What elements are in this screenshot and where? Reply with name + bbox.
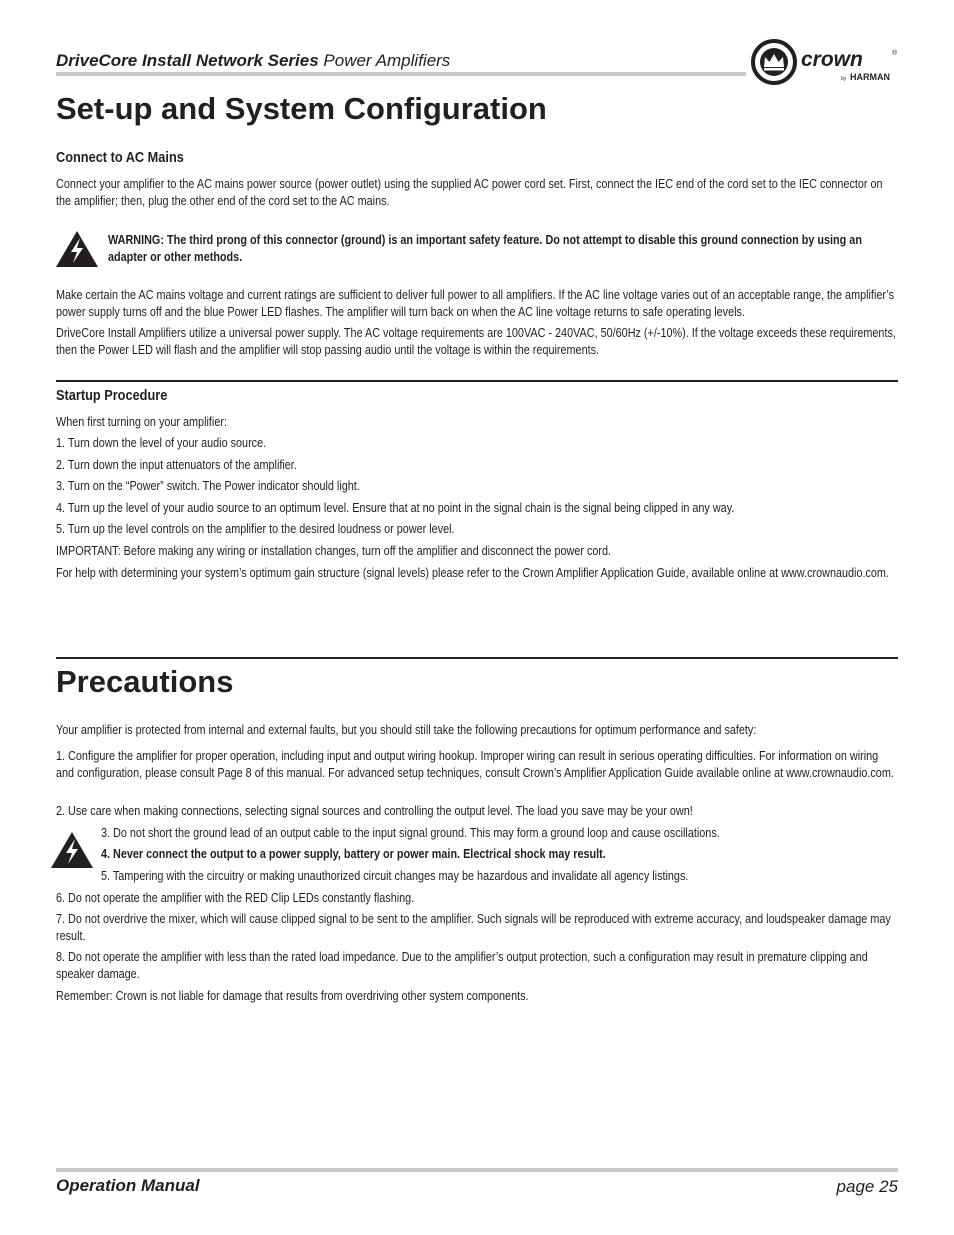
- brand-wordmark: crown: [801, 48, 863, 71]
- setup-title: Set-up and System Configuration: [56, 91, 547, 126]
- precautions-rule: [56, 657, 898, 659]
- brand-harman: HARMAN: [850, 72, 890, 82]
- precaution-item: 5. Tampering with the circuitry or making unauthorized circuit changes may be hazardous and invalidate all agency listings.: [101, 869, 689, 883]
- startup-step: 2. Turn down the input attenuators of the amplifier.: [56, 458, 297, 472]
- footer-rule: [56, 1168, 898, 1172]
- warning-shock-icon: [54, 229, 100, 269]
- liability-note: Remember: Crown is not liable for damage that results from overdriving other system components.: [56, 989, 529, 1003]
- ac-mains-paragraph: Connect your amplifier to the AC mains power source (power outlet) using the supplied AC power cord set. First, connect the IEC end of the cord set to the IEC connector on the amplifier; then, plug the other end of the cord set to the AC mains.: [56, 177, 883, 208]
- section-rule: [56, 380, 898, 382]
- precaution-item-shock: 4. Never connect the output to a power supply, battery or power main. Electrical shock may result.: [101, 847, 606, 861]
- precaution-item: 8. Do not operate the amplifier with less than the rated load impedance. Due to the amplifier’s output protection, such a configuration may result in premature clipping and speaker damage.: [56, 950, 868, 981]
- document-series-title: [56, 51, 450, 71]
- ac-mains-heading: Connect to AC Mains: [56, 150, 184, 166]
- warning-shock-icon: [49, 830, 95, 870]
- ground-warning-text: WARNING: The third prong of this connector (ground) is an important safety feature. Do not attempt to disable this ground connection by using an adapter or other methods.: [108, 233, 862, 264]
- header-rule: [56, 72, 746, 76]
- universal-supply-paragraph: DriveCore Install Amplifiers utilize a universal power supply. The AC voltage requirements are 100VAC - 240VAC, 50/60Hz (+/-10%). If the voltage exceeds these requirements, then the Power LED will flash and the amplifier will stop passing audio until the voltage is within the requirements.: [56, 326, 896, 357]
- startup-step: 3. Turn on the “Power” switch. The Power indicator should light.: [56, 479, 360, 493]
- precaution-item: 3. Do not short the ground lead of an output cable to the input signal ground. This may form a ground loop and cause oscillations.: [101, 826, 720, 840]
- gain-structure-help: For help with determining your system’s optimum gain structure (signal levels) please refer to the Crown Amplifier Application Guide, available online at www.crownaudio.com.: [56, 566, 889, 580]
- startup-heading: Startup Procedure: [56, 388, 168, 404]
- brand-by: by: [841, 76, 847, 82]
- precaution-item: 1. Configure the amplifier for proper operation, including input and output wiring hookup. Improper wiring can result in serious operating difficulties. For information on wiring and configuration, please consult Page 8 of this manual. For advanced setup techniques, consult Crown’s Amplifier Application Guide available online at www.crownaudio.com.: [56, 749, 894, 780]
- precaution-item: 2. Use care when making connections, selecting signal sources and controlling the output level. The load you save may be your own!: [56, 804, 693, 818]
- series-subtitle: Power Amplifiers: [323, 51, 451, 70]
- series-name: DriveCore Install Network Series: [56, 51, 319, 70]
- startup-intro: When first turning on your amplifier:: [56, 415, 227, 429]
- crown-harman-logo: [750, 38, 900, 86]
- startup-step: 4. Turn up the level of your audio source to an optimum level. Ensure that at no point in the signal chain is the signal being clipped in any way.: [56, 501, 735, 515]
- precaution-item: 7. Do not overdrive the mixer, which will cause clipped signal to be sent to the amplifier. Such signals will be reproduced with extreme accuracy, and loudspeaker damage may result.: [56, 912, 891, 943]
- startup-step: 5. Turn up the level controls on the amplifier to the desired loudness or power level.: [56, 522, 455, 536]
- precautions-intro: Your amplifier is protected from internal and external faults, but you should still take the following precautions for optimum performance and safety:: [56, 723, 757, 737]
- ac-voltage-paragraph: Make certain the AC mains voltage and current ratings are sufficient to deliver full power to all amplifiers. If the AC line voltage varies out of an acceptable range, the amplifier’s power supply turns off and the blue Power LED flashes. The amplifier will turn back on when the AC line voltage returns to safe operating levels.: [56, 288, 895, 319]
- footer-manual-title: Operation Manual: [56, 1176, 200, 1195]
- startup-step: 1. Turn down the level of your audio source.: [56, 436, 267, 450]
- important-note: IMPORTANT: Before making any wiring or installation changes, turn off the amplifier and disconnect the power cord.: [56, 544, 612, 558]
- precautions-title: Precautions: [56, 664, 234, 699]
- precaution-item: 6. Do not operate the amplifier with the RED Clip LEDs constantly flashing.: [56, 891, 415, 905]
- registered-mark: ®: [892, 50, 898, 57]
- page-number: page 25: [836, 1177, 898, 1196]
